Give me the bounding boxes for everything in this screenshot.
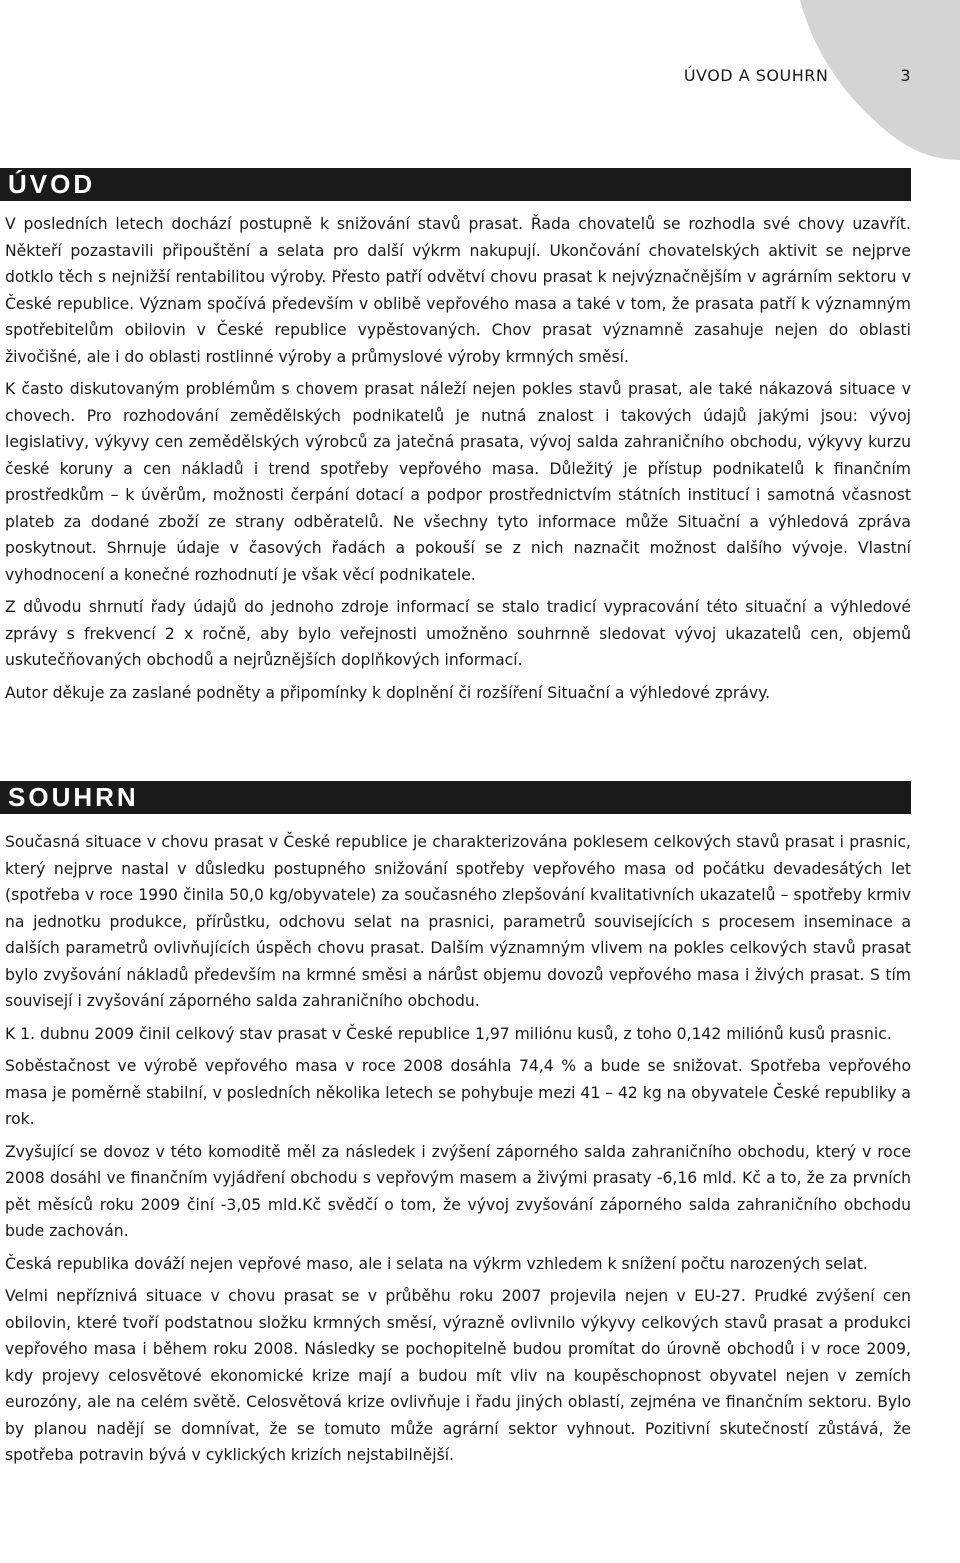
paragraph: Zvyšující se dovoz v této komoditě měl za následek i zvýšení záporného salda zahraničního obchodu, který v roce 2008 dosáhl ve finančním vyjádření obchodu s vepřovým masem a živými prasaty -6,16 mld. Kč a to, že za prvních pět měsíců roku 2009 činí -3,05 mld.Kč svědčí o tom, že vývoj zvyšování záporného salda zahraničního obchodu bude zachován. bbox=[5, 1142, 911, 1240]
paragraph: Autor děkuje za zaslané podněty a připomínky k doplnění či rozšíření Situační a výhledové zprávy. bbox=[5, 683, 771, 702]
section-heading-souhrn: SOUHRN bbox=[0, 781, 911, 814]
paragraph: V posledních letech dochází postupně k snižování stavů prasat. Řada chovatelů se rozhodla své chovy uzavřít. Někteří pozastavili připouštění a selata pro další výkrm nakupují. Ukončování chovatelských aktivit se nejprve dotklo těch s nejnižší rentabilitou výroby. Přesto patří odvětví chovu prasat k nejvýznačnějším v agrárním sektoru v České republice. Význam spočívá především v oblibě vepřového masa a také v tom, že prasata patří k významným spotřebitelům obilovin v České republice vypěstovaných. Chov prasat významně zasahuje nejen do oblasti živočišné, ale i do oblasti rostlinné výroby a průmyslové výroby krmných směsí. bbox=[5, 215, 911, 366]
paragraph: K 1. dubnu 2009 činil celkový stav prasat v České republice 1,97 miliónu kusů, z toho 0,142 miliónů kusů prasnic. bbox=[5, 1024, 892, 1043]
section-body-uvod bbox=[5, 211, 911, 712]
paragraph: Česká republika dováží nejen vepřové maso, ale i selata na výkrm vzhledem k snížení počtu narozených selat. bbox=[5, 1254, 868, 1273]
paragraph: Velmi nepříznivá situace v chovu prasat se v průběhu roku 2007 projevila nejen v EU-27. Prudké zvýšení cen obilovin, které tvoří podstatnou složku krmných směsí, výrazně ovlivnilo výkyvy celkových stavů prasat a produkci vepřového masa i během roku 2008. Následky se pochopitelně budou promítat do úrovně obchodů i v roce 2009, kdy projevy celosvětové ekonomické krize mají a budou mít vliv na koupěschopnost obyvatel nejen v zemích eurozóny, ale na celém světě. Celosvětová krize ovlivňuje i řadu jiných oblastí, zejména ve finančním sektoru. Bylo by planou nadějí se domnívat, že se tomuto může agrární sektor vyhnout. Pozitivní skutečností zůstává, že spotřeba potravin bývá v cyklických krizích nejstabilnější. bbox=[5, 1287, 911, 1464]
running-header bbox=[0, 66, 911, 85]
paragraph: Současná situace v chovu prasat v České republice je charakterizována poklesem celkových stavů prasat i prasnic, který nejprve nastal v důsledku postupného snižování spotřeby vepřového masa od počátku devadesátých let (spotřeba v roce 1990 činila 50,0 kg/obyvatele) za současného zlepšování kvalitativních ukazatelů – spotřeby krmiv na jednotku produkce, přírůstku, odchovu selat na prasnici, parametrů souvisejících s procesem inseminace a dalších parametrů ovlivňujících úspěch chovu prasat. Dalším významným vlivem na pokles celkových stavů prasat bylo zvyšování nákladů především na krmné směsi a nárůst objemu dovozů vepřového masa i živých prasat. S tím souvisejí i zvyšování záporného salda zahraničního obchodu. bbox=[5, 833, 911, 1010]
paragraph: Soběstačnost ve výrobě vepřového masa v roce 2008 dosáhla 74,4 % a bude se snižovat. Spotřeba vepřového masa je poměrně stabilní, v posledních několika letech se pohybuje mezi 41 – 42 kg na obyvatele České republiky a rok. bbox=[5, 1057, 911, 1128]
page-number: 3 bbox=[900, 66, 911, 85]
section-body-souhrn bbox=[5, 829, 911, 1475]
paragraph: K často diskutovaným problémům s chovem prasat náleží nejen pokles stavů prasat, ale také nákazová situace v chovech. Pro rozhodování zemědělských podnikatelů je nutná znalost i takových údajů jakými jsou: vývoj legislativy, výkyvy cen zemědělských výrobců za jatečná prasata, vývoj salda zahraničního obchodu, výkyvy kurzu české koruny a cen nákladů i trend spotřeby vepřového masa. Důležitý je přístup podnikatelů k finančním prostředkům – k úvěrům, možnosti čerpání dotací a podpor prostřednictvím státních institucí i samotná včasnost plateb za dodané zboží ze strany odběratelů. Ne všechny tyto informace může Situační a výhledová zpráva poskytnout. Shrnuje údaje v časových řadách a pokouší se z nich naznačit možnost dalšího vývoje. Vlastní vyhodnocení a konečné rozhodnutí je však věcí podnikatele. bbox=[5, 380, 911, 584]
running-title: ÚVOD A SOUHRN bbox=[683, 66, 829, 85]
paragraph: Z důvodu shrnutí řady údajů do jednoho zdroje informací se stalo tradicí vypracování této situační a výhledové zprávy s frekvencí 2 x ročně, aby bylo veřejnosti umožněno souhrnně sledovat vývoj ukazatelů cen, objemů uskutečňovaných obchodů a nejrůznějších doplňkových informací. bbox=[5, 598, 911, 669]
section-heading-uvod: ÚVOD bbox=[0, 168, 911, 201]
